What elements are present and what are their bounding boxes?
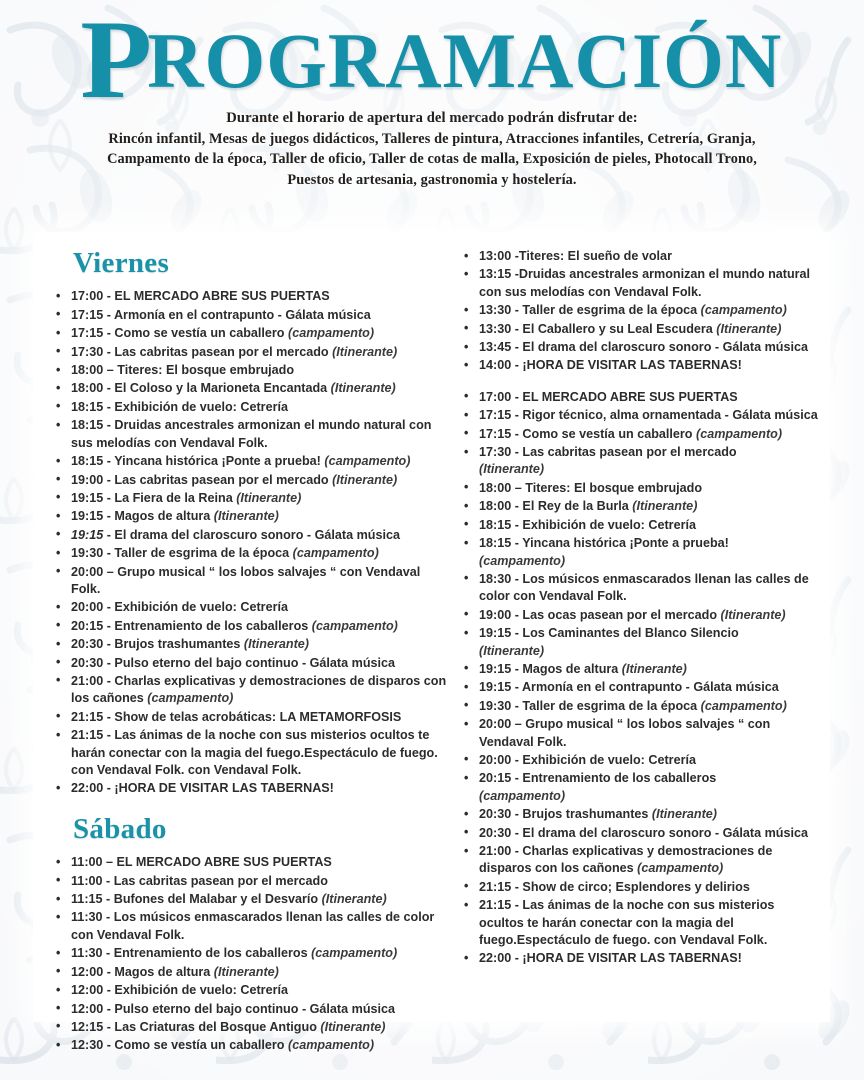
- schedule-item-time: 17:00: [479, 389, 512, 404]
- schedule-item: [51, 344, 447, 361]
- schedule-item-time: 13:30: [479, 321, 512, 336]
- schedule-item-time: 20:00: [479, 752, 512, 767]
- schedule-item: [459, 716, 820, 751]
- schedule-item-time: 20:00: [71, 564, 104, 579]
- schedule-item-time: 18:00: [71, 381, 104, 396]
- schedule-item: [51, 472, 447, 489]
- schedule-item-note: (Itinerante): [648, 807, 717, 822]
- schedule-item: [51, 508, 447, 525]
- schedule-item-separator: –: [511, 480, 526, 495]
- schedule-item-text: Las cabritas pasean por el mercado: [114, 344, 333, 359]
- schedule-item-time: 20:30: [71, 655, 104, 670]
- schedule-item-separator: -: [103, 983, 115, 998]
- schedule-list-viernes: [51, 288, 447, 797]
- schedule-item: [51, 399, 447, 416]
- schedule-item-time: 13:00: [479, 249, 512, 263]
- schedule-item-time: 20:15: [479, 771, 512, 786]
- schedule-item-time: 18:15: [71, 454, 104, 469]
- schedule-item-text: Entrenamiento de los caballeros: [113, 946, 308, 961]
- schedule-item-text: Show de circo; Esplendores y delirios: [522, 879, 750, 894]
- day-heading-viernes: Viernes: [73, 247, 170, 279]
- schedule-item-time: 20:15: [71, 618, 104, 633]
- schedule-item-time: 19:15: [71, 490, 104, 505]
- schedule-item-time: 19:15: [479, 661, 512, 676]
- schedule-list-sabado-continued: [459, 248, 820, 968]
- schedule-item-text: Brujos trashumantes: [114, 637, 241, 652]
- schedule-item-separator: -: [511, 626, 523, 641]
- schedule-column-left: [33, 232, 453, 1053]
- schedule-item-separator: -: [511, 445, 523, 460]
- schedule-item-time: 19:00: [71, 472, 104, 487]
- schedule-item-separator: -: [511, 879, 523, 894]
- schedule-item-time: 20:00: [71, 600, 104, 615]
- schedule-item-time: 17:15: [479, 408, 512, 423]
- schedule-item-time: 17:30: [71, 344, 104, 359]
- schedule-item-text: Titeres: El sueño de volar: [518, 249, 672, 263]
- schedule-item-separator: -: [511, 517, 523, 532]
- schedule-item: [51, 417, 447, 452]
- schedule-item-text: ¡HORA DE VISITAR LAS TABERNAS!: [522, 951, 742, 966]
- schedule-item: [459, 806, 820, 823]
- schedule-item-separator: -: [103, 637, 115, 652]
- schedule-item-note: (Itinerante): [240, 637, 309, 652]
- schedule-item-time: 19:15: [71, 527, 104, 542]
- schedule-item-time: 14:00: [479, 358, 512, 373]
- schedule-item-separator: -: [103, 1038, 115, 1053]
- schedule-item-note: (campamento): [308, 618, 398, 633]
- schedule-item-text: Las ocas pasean por el mercado: [522, 607, 721, 622]
- schedule-item-time: 12:00: [71, 964, 104, 979]
- schedule-item-note: (Itinerante): [712, 321, 782, 336]
- schedule-item-text: Exhibición de vuelo: Cetrería: [114, 600, 288, 615]
- schedule-item-note: (Itinerante): [316, 1019, 386, 1034]
- schedule-item-text: Los músicos enmascarados llenan las calles de color con Vendaval Folk.: [71, 910, 435, 942]
- schedule-item-note: (Itinerante): [332, 472, 398, 487]
- schedule-item-time: 21:00: [479, 844, 512, 858]
- schedule-item-separator: -: [511, 389, 523, 404]
- schedule-item-text: Rigor técnico, alma ornamentada - Gálata música: [522, 408, 818, 423]
- schedule-item-text: Pulso eterno del bajo continuo - Gálata música: [114, 655, 396, 670]
- schedule-item-text: Show de telas acrobáticas: LA METAMORFOSIS: [114, 709, 402, 724]
- schedule-item-text: Las ánimas de la noche con sus misterios ocultos te harán conectar con la magia del fuego.Espectáculo de fuego. con Vendaval Folk. con Vendaval Folk.: [71, 728, 438, 777]
- schedule-item-note: (Itinerante): [210, 964, 279, 979]
- schedule-item-separator: -: [511, 680, 522, 695]
- schedule-item-time: 21:15: [479, 879, 512, 894]
- schedule-item-time: 18:00: [71, 363, 104, 378]
- schedule-item: [51, 780, 447, 797]
- schedule-item-time: 11:00: [71, 855, 103, 870]
- page-title: PROGRAMACIÓN: [80, 0, 783, 122]
- schedule-item: [459, 389, 820, 406]
- schedule-item-time: 18:15: [479, 517, 512, 532]
- schedule-item-text: Entrenamiento de los caballeros: [114, 618, 309, 633]
- schedule-item-text: Exhibición de vuelo: Cetrería: [114, 399, 288, 414]
- schedule-item-text: Las ánimas de la noche con sus misterios ocultos te harán conectar con la magia del fuego.Espectáculo de fuego. con Vendaval Folk.: [479, 898, 775, 948]
- schedule-item-text: Yincana histórica ¡Ponte a prueba!: [522, 536, 729, 551]
- schedule-item-text: Brujos trashumantes: [522, 807, 649, 822]
- schedule-item-note: (Itinerante): [628, 499, 698, 514]
- schedule-item-time: 21:00: [71, 673, 104, 688]
- schedule-item-time: 12:00: [71, 1001, 104, 1016]
- schedule-item: [459, 571, 820, 606]
- schedule-item: [459, 661, 820, 678]
- schedule-item-time: 12:15: [71, 1019, 104, 1034]
- schedule-item-separator: -: [103, 673, 115, 688]
- schedule-item: [51, 964, 447, 981]
- schedule-item-separator: -: [511, 499, 523, 514]
- schedule-item-text: Exhibición de vuelo: Cetrería: [522, 752, 696, 767]
- schedule-item: [51, 1037, 447, 1054]
- schedule-item-text: Armonía en el contrapunto - Gálata música: [521, 680, 779, 695]
- schedule-item-time: 20:30: [71, 637, 104, 652]
- schedule-item-time: 11:30: [71, 910, 103, 925]
- schedule-item-time: 17:30: [479, 445, 512, 460]
- schedule-item-time: 19:30: [71, 546, 104, 561]
- schedule-item: [51, 618, 447, 635]
- schedule-item-separator: -: [103, 728, 115, 743]
- schedule-item-text: Como se vestía un caballero: [114, 326, 285, 341]
- schedule-item-separator: -: [511, 771, 523, 786]
- schedule-item-time: 19:00: [479, 607, 512, 622]
- schedule-item: [459, 679, 820, 696]
- schedule-item: [51, 1001, 447, 1018]
- schedule-item-text: Bufones del Malabar y el Desvarío: [113, 892, 319, 907]
- schedule-item-separator: -: [511, 825, 523, 840]
- schedule-columns: [33, 232, 830, 1053]
- schedule-item-note: (Itinerante): [332, 344, 398, 359]
- schedule-item-note: (campamento): [307, 946, 398, 961]
- schedule-item: [459, 248, 820, 265]
- schedule-item-separator: -: [511, 898, 523, 913]
- schedule-item: [459, 897, 820, 949]
- schedule-item-text: Yincana histórica ¡Ponte a prueba!: [114, 454, 321, 469]
- schedule-item-text: Grupo musical “ los lobos salvajes “ con Vendaval Folk.: [71, 564, 421, 596]
- schedule-item-separator: -: [102, 910, 114, 925]
- schedule-item: [459, 357, 820, 374]
- schedule-item-note: (campamento): [697, 303, 787, 318]
- schedule-item-separator: -: [511, 340, 523, 355]
- schedule-item: [459, 480, 820, 497]
- schedule-item-time: 19:15: [479, 680, 512, 695]
- schedule-item-text: Magos de altura: [114, 964, 211, 979]
- schedule-item-time: 21:15: [71, 728, 104, 743]
- schedule-item: [459, 444, 820, 479]
- schedule-item: [51, 873, 447, 890]
- schedule-item-separator: –: [102, 855, 117, 870]
- schedule-item: [51, 325, 447, 342]
- schedule-item-separator: –: [103, 363, 118, 378]
- schedule-item: [51, 982, 447, 999]
- subtitle-line-2: Campamento de la época, Taller de oficio, Taller de cotas de malla, Exposición de pieles, Photocall Trono,: [107, 151, 757, 167]
- schedule-item-note: (campamento): [633, 861, 724, 876]
- schedule-item: [51, 945, 447, 962]
- schedule-item-time: 18:30: [479, 571, 512, 586]
- schedule-item-separator: -: [103, 1001, 115, 1016]
- schedule-item: [51, 727, 447, 779]
- schedule-item-text: El drama del claroscuro sonoro - Gálata música: [522, 825, 808, 840]
- schedule-item-time: 17:15: [71, 307, 104, 322]
- schedule-item: [51, 453, 447, 470]
- schedule-item-text: Como se vestía un caballero: [522, 426, 693, 441]
- schedule-item-note: (campamento): [479, 553, 566, 568]
- schedule-item-note: (Itinerante): [210, 509, 279, 524]
- schedule-item-separator: -: [103, 344, 115, 359]
- schedule-item-separator: -: [511, 752, 523, 767]
- schedule-item-time: 12:30: [71, 1038, 104, 1053]
- schedule-item-time: 17:15: [71, 326, 104, 341]
- schedule-item: [459, 266, 820, 301]
- schedule-item-text: El Rey de la Burla: [522, 499, 629, 514]
- schedule-item-text: Titeres: El bosque embrujado: [525, 480, 703, 495]
- schedule-item: [51, 709, 447, 726]
- day-heading-sabado: Sábado: [73, 812, 167, 845]
- schedule-item-note: (campamento): [284, 326, 375, 341]
- schedule-item-separator: -: [102, 873, 114, 888]
- schedule-item-time: 20:30: [479, 807, 512, 822]
- schedule-item: [51, 307, 447, 324]
- schedule-column-right: [453, 232, 830, 1022]
- schedule-item-text: Grupo musical “ los lobos salvajes “ con Vendaval Folk.: [479, 717, 771, 749]
- schedule-spacer: [459, 376, 820, 389]
- schedule-item: [51, 655, 447, 672]
- schedule-item-time: 13:45: [479, 340, 512, 355]
- schedule-item-text: EL MERCADO ABRE SUS PUERTAS: [114, 289, 330, 304]
- schedule-item-text: Exhibición de vuelo: Cetrería: [114, 983, 288, 998]
- schedule-item-separator: -: [103, 600, 115, 615]
- schedule-item-separator: -: [103, 454, 115, 469]
- schedule-item: [51, 545, 447, 562]
- schedule-item: [459, 407, 820, 424]
- schedule-item-note: (Itinerante): [618, 661, 687, 676]
- schedule-item-text: Charlas explicativas y demostraciones de disparos con los cañones: [71, 673, 447, 706]
- schedule-item-text: Exhibición de vuelo: Cetrería: [522, 517, 696, 532]
- schedule-item-text: Armonía en el contrapunto - Gálata música: [113, 307, 371, 322]
- schedule-item-note: (Itinerante): [479, 643, 545, 658]
- schedule-item-separator: -: [103, 1019, 115, 1034]
- schedule-item-text: Taller de esgrima de la época: [522, 303, 698, 318]
- schedule-item: [459, 302, 820, 319]
- schedule-item-separator: -: [511, 661, 523, 676]
- schedule-item: [51, 564, 447, 599]
- schedule-item: [51, 599, 447, 616]
- schedule-item-note: (Itinerante): [327, 381, 396, 396]
- schedule-item-separator: -: [103, 381, 115, 396]
- schedule-item-text: El Caballero y su Leal Escudera: [522, 321, 713, 336]
- schedule-item-time: 18:15: [479, 536, 512, 551]
- schedule-item-separator: -: [511, 698, 523, 713]
- schedule-item-text: Charlas explicativas y demostraciones de disparos con los cañones: [479, 844, 773, 876]
- schedule-item-text: El drama del claroscuro sonoro - Gálata música: [522, 340, 808, 355]
- schedule-item-separator: -: [511, 303, 523, 318]
- schedule-item-time: 18:00: [479, 480, 512, 495]
- schedule-item-time: 18:15: [71, 418, 104, 433]
- schedule-item-time: 19:15: [71, 509, 104, 524]
- schedule-item-separator: -: [511, 844, 523, 858]
- schedule-item-separator: -: [103, 326, 115, 341]
- schedule-item: [51, 527, 447, 544]
- schedule-item: [51, 909, 447, 944]
- schedule-item: [51, 891, 447, 908]
- schedule-item: [51, 288, 447, 305]
- schedule-item-time: 19:30: [479, 698, 512, 713]
- schedule-item-separator: -: [103, 655, 115, 670]
- schedule-item-note: (campamento): [284, 1038, 375, 1053]
- schedule-item-separator: -: [103, 418, 115, 433]
- schedule-item-separator: -: [103, 490, 115, 505]
- schedule-item-text: Druidas ancestrales armonizan el mundo natural con sus melodías con Vendaval Folk.: [479, 267, 811, 299]
- schedule-item-text: Las cabritas pasean por el mercado: [113, 873, 328, 888]
- schedule-item: [459, 339, 820, 356]
- schedule-item-separator: -: [103, 546, 115, 561]
- schedule-item: [459, 698, 820, 715]
- schedule-item-text: El drama del claroscuro sonoro - Gálata música: [114, 527, 400, 542]
- schedule-item-text: EL MERCADO ABRE SUS PUERTAS: [522, 389, 738, 404]
- schedule-item-time: 13:15: [479, 267, 512, 282]
- schedule-item: [51, 362, 447, 379]
- schedule-item-separator: -: [103, 289, 115, 304]
- schedule-item-separator: –: [511, 717, 526, 732]
- schedule-item-time: 11:15: [71, 892, 103, 907]
- schedule-item-time: 21:15: [479, 898, 512, 913]
- schedule-item-time: 18:00: [479, 499, 512, 514]
- schedule-item: [459, 498, 820, 515]
- schedule-item-note: (campamento): [697, 698, 787, 713]
- schedule-item-time: 17:00: [71, 289, 104, 304]
- schedule-item: [459, 517, 820, 534]
- schedule-item-separator: -: [103, 964, 115, 979]
- schedule-item-separator: -: [103, 709, 115, 724]
- schedule-item: [459, 843, 820, 878]
- schedule-item-separator: -: [103, 509, 115, 524]
- schedule-item-note: (campamento): [143, 691, 234, 706]
- schedule-item-separator: -: [511, 536, 523, 551]
- schedule-item-separator: -: [103, 307, 114, 322]
- schedule-item-separator: -: [511, 951, 523, 966]
- schedule-panel: [33, 232, 830, 1053]
- schedule-item-time: 22:00: [71, 781, 104, 796]
- schedule-item-text: Taller de esgrima de la época: [114, 546, 290, 561]
- schedule-item-text: Las Criaturas del Bosque Antiguo: [114, 1019, 317, 1034]
- schedule-item-time: 17:15: [479, 426, 512, 441]
- schedule-list-sabado: [51, 854, 447, 1054]
- schedule-item: [459, 625, 820, 660]
- schedule-item-separator: -: [511, 426, 523, 441]
- schedule-item-text: La Fiera de la Reina: [114, 490, 233, 505]
- schedule-item-note: (campamento): [289, 546, 379, 561]
- schedule-item-time: 11:00: [71, 873, 103, 888]
- schedule-item-separator: -: [103, 399, 115, 414]
- schedule-item: [51, 854, 447, 871]
- schedule-item: [51, 380, 447, 397]
- schedule-item-separator: -: [511, 358, 523, 373]
- schedule-item: [51, 490, 447, 507]
- schedule-item-text: Como se vestía un caballero: [114, 1038, 285, 1053]
- schedule-item-note: (campamento): [692, 426, 783, 441]
- schedule-item-note: (Itinerante): [232, 490, 302, 505]
- schedule-item-text: Titeres: El bosque embrujado: [117, 363, 295, 378]
- schedule-item: [459, 879, 820, 896]
- title-remainder: ROGRAMACIÓN: [147, 17, 783, 104]
- schedule-item-separator: -: [511, 807, 523, 822]
- schedule-item-note: (Itinerante): [479, 462, 545, 477]
- schedule-item: [459, 321, 820, 338]
- schedule-item: [459, 825, 820, 842]
- schedule-item: [459, 607, 820, 624]
- schedule-item: [459, 535, 820, 570]
- schedule-item-text: Magos de altura: [522, 661, 619, 676]
- schedule-item-time: 18:15: [71, 399, 104, 414]
- schedule-item-separator: -: [102, 946, 114, 961]
- schedule-item-text: EL MERCADO ABRE SUS PUERTAS: [116, 855, 332, 870]
- schedule-item-text: El Coloso y la Marioneta Encantada: [114, 381, 328, 396]
- subtitle-line-1: Rincón infantil, Mesas de juegos didácticos, Talleres de pintura, Atracciones infantiles, Cetrería, Granja,: [108, 130, 756, 147]
- schedule-item-note: (Itinerante): [720, 607, 786, 622]
- schedule-item-text: Taller de esgrima de la época: [522, 698, 698, 713]
- schedule-item: [459, 752, 820, 769]
- schedule-item-time: 19:15: [479, 626, 512, 641]
- schedule-item: [51, 673, 447, 708]
- schedule-item-separator: -: [511, 408, 523, 423]
- schedule-item-time: 20:00: [479, 717, 512, 732]
- schedule-item-text: Druidas ancestrales armonizan el mundo natural con sus melodías con Vendaval Folk.: [71, 418, 432, 450]
- schedule-item-text: Los músicos enmascarados llenan las calles de color con Vendaval Folk.: [479, 571, 809, 604]
- schedule-item-separator: -: [511, 607, 523, 622]
- schedule-item-text: Los Caminantes del Blanco Silencio: [522, 626, 739, 641]
- subtitle-line-3: Puestos de artesania, gastronomia y hostelería.: [287, 171, 577, 188]
- schedule-item: [459, 950, 820, 967]
- schedule-item-text: Entrenamiento de los caballeros: [522, 771, 717, 786]
- schedule-item-note: (Itinerante): [318, 892, 387, 907]
- schedule-item-separator: -: [511, 321, 523, 336]
- schedule-item-text: Las cabritas pasean por el mercado: [114, 472, 333, 487]
- schedule-item-time: 20:30: [479, 825, 512, 840]
- schedule-item-time: 12:00: [71, 983, 104, 998]
- schedule-item-text: ¡HORA DE VISITAR LAS TABERNAS!: [114, 781, 334, 796]
- schedule-item-separator: -: [103, 527, 115, 542]
- schedule-item-time: 21:15: [71, 709, 104, 724]
- subtitle-lead: Durante el horario de apertura del mercado podrán disfrutar de:: [226, 110, 638, 126]
- schedule-item-text: Pulso eterno del bajo continuo - Gálata música: [114, 1001, 396, 1016]
- schedule-item-note: (campamento): [320, 454, 411, 469]
- schedule-item-separator: -: [511, 267, 519, 282]
- schedule-item-separator: -: [511, 249, 519, 263]
- schedule-item-time: 13:30: [479, 303, 512, 318]
- schedule-item-time: 11:30: [71, 946, 103, 961]
- schedule-item-separator: -: [511, 571, 523, 586]
- schedule-item-time: 22:00: [479, 951, 512, 966]
- masthead: [0, 0, 864, 232]
- schedule-item-separator: –: [103, 564, 118, 579]
- schedule-item: [459, 770, 820, 805]
- schedule-item-note: (campamento): [479, 788, 566, 803]
- schedule-item: [459, 426, 820, 443]
- schedule-item-separator: -: [103, 618, 115, 633]
- schedule-item-separator: -: [103, 472, 115, 487]
- schedule-item-text: Las cabritas pasean por el mercado: [522, 445, 737, 460]
- schedule-item-text: Magos de altura: [114, 509, 211, 524]
- schedule-item: [51, 1019, 447, 1036]
- schedule-item-separator: -: [102, 892, 114, 907]
- schedule-item-text: ¡HORA DE VISITAR LAS TABERNAS!: [522, 358, 742, 373]
- schedule-item-separator: -: [103, 781, 115, 796]
- schedule-item: [51, 636, 447, 653]
